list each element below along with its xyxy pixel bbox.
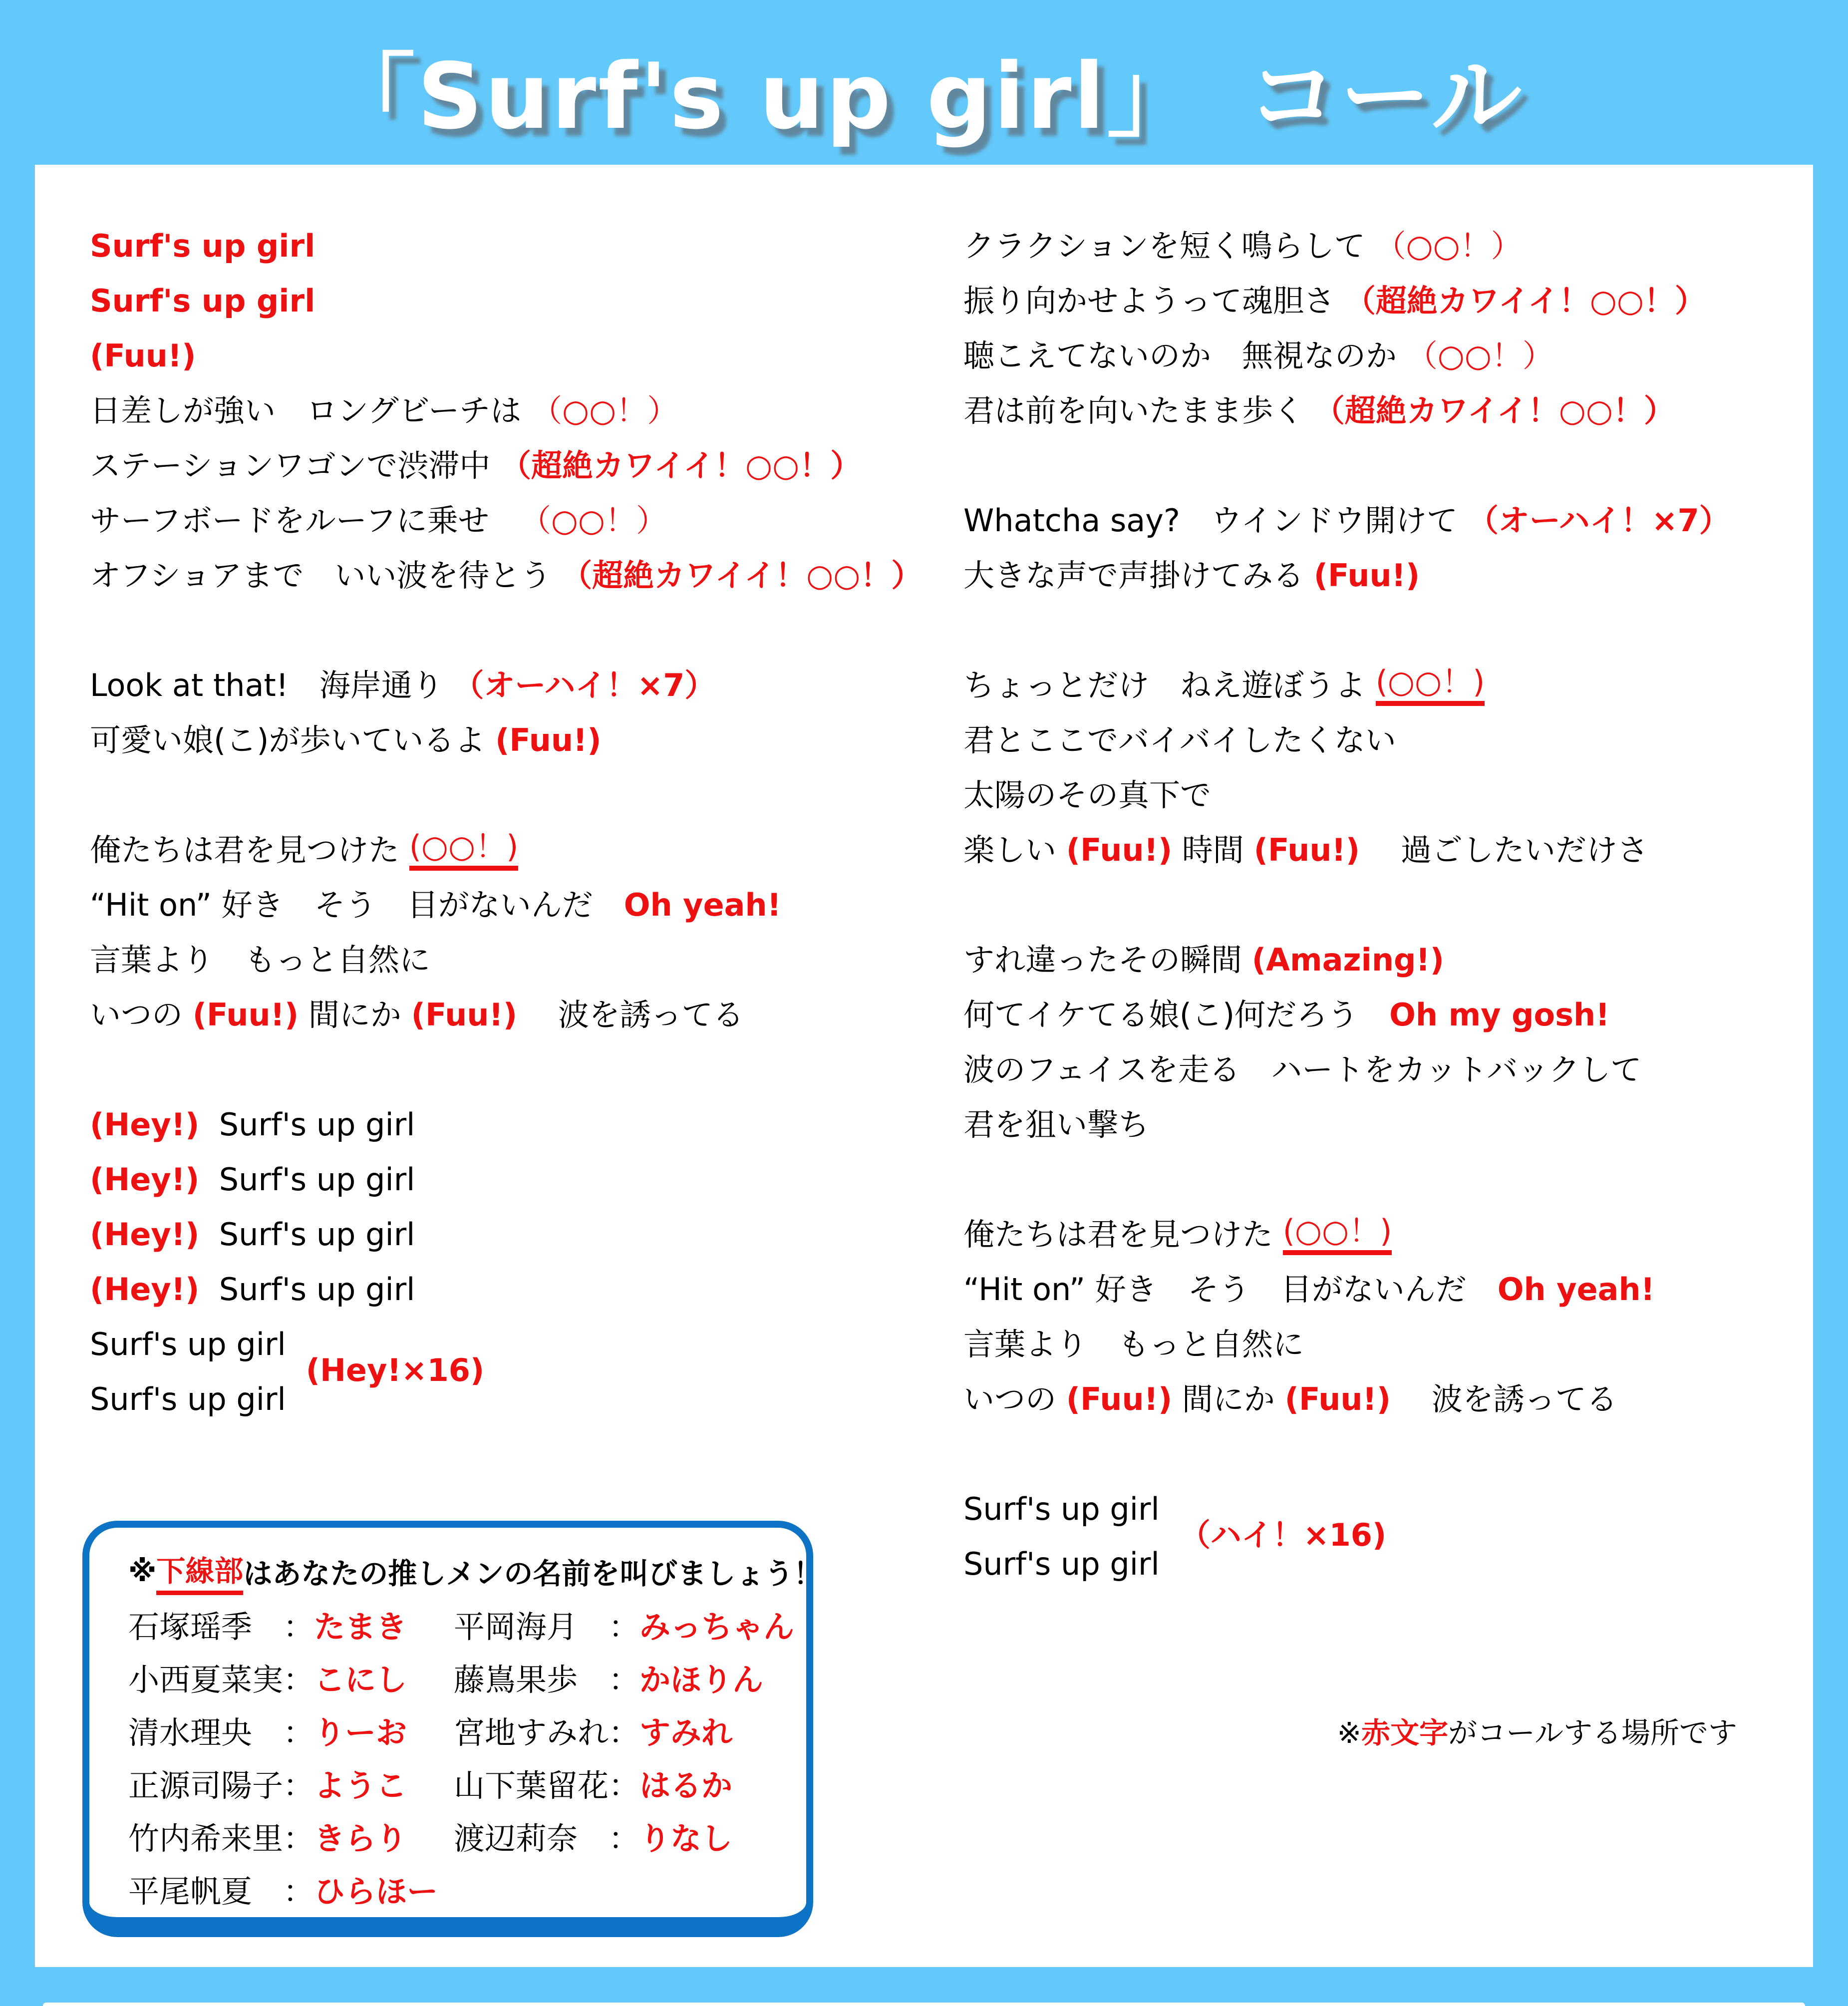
- lyric-line: [90, 878, 922, 933]
- lyric-segment: (Hey!): [90, 1271, 200, 1308]
- lyric-line-blank: [963, 603, 1730, 658]
- lyric-segment: 俺たちは君を見つけた: [963, 1216, 1283, 1253]
- lyric-line: [963, 1042, 1730, 1097]
- member-name: 平尾帆夏 ：: [128, 1873, 314, 1910]
- member-row: [128, 1756, 454, 1809]
- lyric-line: [90, 713, 922, 768]
- lyric-segment: Surf's up girl: [963, 1545, 1160, 1582]
- lyric-line: [90, 493, 922, 548]
- lyric-segment: ステーションワゴンで渋滞中: [90, 447, 500, 484]
- lyric-line: [90, 274, 922, 329]
- lyric-segment: 言葉より もっと自然に: [90, 941, 431, 978]
- lyric-segment: Surf's up girl: [199, 1161, 415, 1198]
- lyric-line: [963, 1262, 1730, 1317]
- lyric-segment: 聴こえてないのか 無視なのか: [963, 337, 1407, 374]
- member-columns: [128, 1598, 794, 1915]
- lyric-segment: （○○！）: [520, 502, 667, 539]
- lyric-segment: (○○！): [1376, 665, 1485, 705]
- lyric-segment: （超絶カワイイ！○○！）: [1313, 392, 1675, 429]
- member-nickname: きらり: [314, 1820, 407, 1857]
- member-row: [128, 1809, 454, 1862]
- lyric-segment: Surf's up girl: [90, 282, 315, 319]
- lyric-segment: 間にか: [299, 996, 411, 1033]
- lyric-segment: （○○！）: [1375, 227, 1522, 264]
- lyric-line: [963, 988, 1730, 1042]
- lyric-segment: （○○！）: [1406, 337, 1553, 374]
- lyric-line: [90, 438, 922, 493]
- lyric-segment: Surf's up girl: [90, 227, 315, 264]
- member-name: 小西夏菜実：: [128, 1661, 314, 1698]
- member-nickname: りーお: [314, 1714, 407, 1751]
- lyric-segment: いつの: [90, 996, 193, 1033]
- lyric-segment: （ハイ！×16): [1179, 1516, 1387, 1553]
- lyric-line-blank: [963, 878, 1730, 933]
- lyric-line: [90, 1207, 922, 1262]
- member-nickname: こにし: [314, 1661, 407, 1698]
- member-row: [454, 1598, 794, 1651]
- lyric-segment: 波のフェイスを走る ハートをカットバックして: [963, 1051, 1642, 1088]
- member-name: 渡辺莉奈 ：: [453, 1820, 639, 1857]
- lyric-segment: 波を誘ってる: [1391, 1380, 1617, 1417]
- lyric-line: [90, 219, 922, 274]
- lyric-segment: 振り向かせようって魂胆さ: [963, 282, 1345, 319]
- footer-rest: がコールする場所です: [1448, 1716, 1737, 1750]
- lyric-line: [963, 768, 1730, 823]
- lyric-segment: 波を誘ってる: [517, 996, 744, 1033]
- member-box-note: [128, 1545, 823, 1598]
- member-name: 山下葉留花：: [453, 1767, 639, 1804]
- lyric-segment: （超絶カワイイ！○○！）: [1344, 282, 1706, 319]
- lyric-line: [963, 548, 1730, 603]
- member-nickname: ようこ: [314, 1767, 407, 1804]
- lyric-segment: Look at that! 海岸通り: [90, 667, 453, 703]
- lyric-line: [963, 658, 1730, 713]
- member-name: 宮地すみれ：: [453, 1714, 639, 1751]
- lyric-segment: いつの: [963, 1380, 1066, 1417]
- lyric-line: [90, 548, 922, 603]
- member-nickname: すみれ: [639, 1714, 732, 1751]
- lyric-line: [90, 383, 922, 438]
- lyric-line: [963, 493, 1730, 548]
- lyric-segment: 俺たちは君を見つけた: [90, 831, 409, 868]
- lyric-segment: （超絶カワイイ！○○！）: [500, 447, 862, 484]
- lyric-line: [963, 823, 1730, 878]
- lyric-segment: (Fuu!): [1313, 557, 1420, 594]
- lyric-segment: (Hey!): [90, 1106, 200, 1143]
- lyric-line: [90, 988, 922, 1042]
- lyric-segment: (○○！): [409, 830, 519, 870]
- lyric-segment: (Hey!): [90, 1216, 200, 1253]
- note-prefix: ※: [128, 1554, 157, 1588]
- lyric-segment: （超絶カワイイ！○○！）: [561, 557, 923, 594]
- lyric-line-blank: [90, 603, 922, 658]
- lyric-line-blank: [963, 1427, 1730, 1482]
- lyric-line: [963, 274, 1730, 329]
- member-nickname: ひらほー: [314, 1873, 438, 1910]
- next-page-sliver: [43, 2003, 1805, 2006]
- lyric-segment: (Fuu!): [495, 721, 602, 758]
- member-nickname: りなし: [639, 1820, 732, 1857]
- lyric-segment: 過ごしたいだけさ: [1360, 831, 1648, 868]
- lyric-segment: 日差しが強い ロングビーチは: [90, 392, 531, 429]
- lyric-segment: (Amazing!): [1251, 941, 1444, 978]
- lyric-line: [963, 329, 1730, 383]
- lyric-line: [90, 1372, 922, 1427]
- lyric-segment: (Fuu!): [1066, 1380, 1173, 1417]
- lyric-segment: 間にか: [1172, 1380, 1285, 1417]
- lyric-line-blank: [90, 768, 922, 823]
- lyric-segment: Surf's up girl: [963, 1490, 1160, 1527]
- lyric-segment: (Fuu!): [411, 996, 518, 1033]
- member-name: 清水理央 ：: [128, 1714, 314, 1751]
- member-row: [454, 1809, 794, 1862]
- lyric-line: [90, 823, 922, 878]
- lyric-segment: 何てイケてる娘(こ)何だろう: [963, 996, 1390, 1033]
- lyric-segment: クラクションを短く鳴らして: [963, 227, 1375, 264]
- lyric-segment: (Fuu!): [1284, 1380, 1391, 1417]
- member-nickname: みっちゃん: [639, 1608, 794, 1645]
- lyric-segment: 君は前を向いたまま歩く: [963, 392, 1314, 429]
- lyric-segment: Oh yeah!: [623, 886, 781, 923]
- red-text-note: [1337, 1709, 1737, 1751]
- member-nickname: はるか: [639, 1767, 732, 1804]
- member-nickname-box: [82, 1521, 823, 1937]
- lyric-segment: (Hey!×16): [306, 1351, 485, 1388]
- lyric-segment: サーフボードをルーフに乗せ: [90, 502, 520, 539]
- member-nickname: かほりん: [639, 1661, 763, 1698]
- lyric-segment: (Fuu!): [1066, 831, 1173, 868]
- lyric-line: [90, 1152, 922, 1207]
- lyric-segment: すれ違ったその瞬間: [963, 941, 1252, 978]
- member-row: [454, 1703, 794, 1756]
- member-name: 藤嶌果歩 ：: [453, 1661, 639, 1698]
- lyric-segment: (Fuu!): [192, 996, 299, 1033]
- lyric-segment: 太陽のその真下で: [963, 776, 1212, 813]
- member-column-right: [454, 1598, 794, 1915]
- lyric-segment: 君を狙い撃ち: [963, 1106, 1150, 1143]
- lyric-segment: Surf's up girl: [199, 1106, 415, 1143]
- member-name: 石塚瑶季 ：: [128, 1608, 314, 1645]
- lyric-line: [963, 219, 1730, 274]
- lyric-line: [963, 713, 1730, 768]
- lyric-segment: （○○！）: [531, 392, 678, 429]
- lyrics-column-left: [90, 219, 922, 1427]
- lyric-line-blank: [90, 1042, 922, 1097]
- lyric-segment: Oh my gosh!: [1389, 996, 1610, 1033]
- lyric-line: [90, 1097, 922, 1152]
- lyric-line: [963, 1482, 1730, 1553]
- lyric-segment: 大きな声で声掛けてみる: [963, 557, 1314, 594]
- content-panel: [35, 165, 1813, 1967]
- lyric-line: [963, 1207, 1730, 1262]
- lyric-segment: 言葉より もっと自然に: [963, 1326, 1304, 1362]
- page-title: 「Surf's up girl」 コール: [324, 43, 1524, 149]
- lyric-segment: オフショアまで いい波を待とう: [90, 557, 562, 594]
- lyric-line: [963, 1372, 1730, 1427]
- lyric-line: [963, 1317, 1730, 1372]
- footer-prefix: ※: [1337, 1716, 1362, 1750]
- member-name: 竹内希来里：: [128, 1820, 314, 1857]
- member-row: [454, 1756, 794, 1809]
- lyric-segment: “Hit on” 好き そう 目がないんだ: [90, 886, 624, 923]
- member-row: [128, 1862, 454, 1915]
- lyric-line: [90, 658, 922, 713]
- member-name: 正源司陽子：: [128, 1767, 314, 1804]
- lyric-line-blank: [963, 438, 1730, 493]
- lyric-line: [90, 933, 922, 988]
- lyric-segment: 時間: [1172, 831, 1254, 868]
- lyric-segment: (Hey!): [90, 1161, 200, 1198]
- lyric-segment: 君とここでバイバイしたくない: [963, 721, 1396, 758]
- lyric-line: [90, 1262, 922, 1317]
- lyric-segment: Surf's up girl: [90, 1326, 286, 1362]
- lyric-segment: ちょっとだけ ねえ遊ぼうよ: [963, 667, 1376, 703]
- lyric-line: [963, 1097, 1730, 1152]
- lyric-segment: Oh yeah!: [1497, 1271, 1655, 1308]
- lyric-segment: （オーハイ！×7）: [1467, 502, 1730, 539]
- member-row: [128, 1651, 454, 1703]
- lyric-line: [90, 329, 922, 383]
- lyric-line: [90, 1317, 922, 1388]
- lyric-line: [963, 383, 1730, 438]
- member-name: 平岡海月 ：: [453, 1608, 639, 1645]
- note-underlined-term: 下線部: [156, 1548, 243, 1595]
- note-rest: はあなたの推しメンの名前を叫びましょう！: [243, 1557, 823, 1591]
- member-nickname: たまき: [314, 1608, 407, 1645]
- lyric-segment: Surf's up girl: [199, 1271, 415, 1308]
- lyric-segment: Surf's up girl: [199, 1216, 415, 1253]
- lyric-segment: Whatcha say? ウインドウ開けて: [963, 502, 1468, 539]
- lyric-segment: 可愛い娘(こ)が歩いているよ: [90, 721, 496, 758]
- lyric-segment: （オーハイ！×7）: [453, 667, 716, 703]
- lyric-segment: (Fuu!): [1253, 831, 1360, 868]
- member-row: [128, 1598, 454, 1651]
- lyric-segment: Surf's up girl: [90, 1380, 286, 1417]
- lyric-segment: 楽しい: [963, 831, 1066, 868]
- lyric-segment: “Hit on” 好き そう 目がないんだ: [963, 1271, 1498, 1308]
- member-row: [128, 1703, 454, 1756]
- lyric-segment: (Fuu!): [90, 337, 196, 374]
- lyric-line: [963, 933, 1730, 988]
- lyric-segment: (○○！): [1283, 1214, 1392, 1255]
- footer-red-term: 赤文字: [1361, 1716, 1449, 1750]
- lyrics-column-right: [963, 219, 1730, 1592]
- member-column-left: [128, 1598, 454, 1915]
- member-row: [454, 1651, 794, 1703]
- lyric-line-blank: [963, 1152, 1730, 1207]
